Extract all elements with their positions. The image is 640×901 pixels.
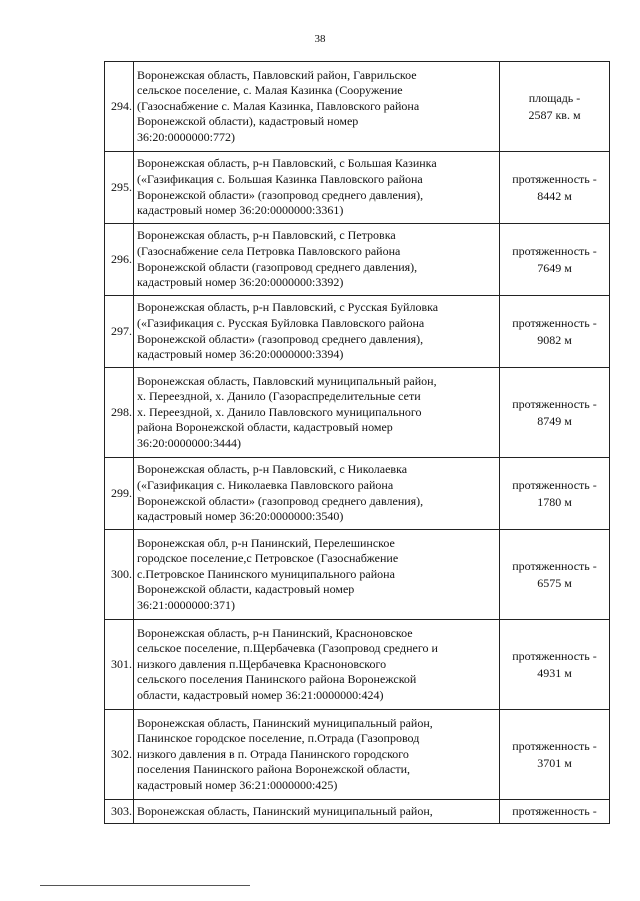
object-measure [500, 530, 610, 620]
table-row [105, 152, 610, 224]
object-description [134, 800, 500, 824]
description-line: сельского поселения Панинского района Воронежской [137, 672, 417, 687]
measure-line: площадь - [528, 90, 581, 105]
table-row [105, 710, 610, 800]
measure-line: 9082 м [537, 332, 572, 347]
description-line: 36:21:0000000:371) [137, 597, 235, 612]
page-number: 38 [314, 33, 326, 45]
object-description [134, 368, 500, 458]
measure-line: 8749 м [537, 413, 572, 428]
object-description [134, 530, 500, 620]
description-line: кадастровый номер 36:21:0000000:425) [137, 777, 338, 792]
description-line: низкого давления в п. Отрада Панинского городского [137, 746, 409, 761]
row-number: 299. [105, 458, 134, 530]
measure-line: 4931 м [537, 665, 572, 680]
table-row [105, 530, 610, 620]
object-measure [500, 368, 610, 458]
row-number: 297. [105, 296, 134, 368]
row-number: 298. [105, 368, 134, 458]
object-description [134, 620, 500, 710]
description-line: поселения Панинского района Воронежской области, [137, 762, 411, 777]
row-number: 301. [105, 620, 134, 710]
description-line: Панинское городское поселение, п.Отрада (Газопровод [137, 731, 420, 746]
description-line: («Газификация с. Большая Казинка Павловского района [137, 171, 423, 186]
object-description [134, 710, 500, 800]
measure-line: протяженность - [512, 243, 597, 258]
table-row [105, 368, 610, 458]
measure-line: 7649 м [537, 260, 572, 275]
table-row [105, 800, 610, 824]
measure-line: протяженность - [512, 648, 597, 663]
object-measure [500, 224, 610, 296]
measure-line: протяженность - [512, 396, 597, 411]
description-line: (Газоснабжение с. Малая Казинка, Павловского района [137, 98, 420, 113]
description-line: х. Переездной, х. Данило (Газораспределительные сети [137, 389, 421, 404]
table-row [105, 296, 610, 368]
object-description [134, 296, 500, 368]
table-row [105, 224, 610, 296]
description-line: района Воронежской области, кадастровый номер [137, 420, 393, 435]
row-number: 303. [105, 800, 134, 824]
measure-line: 1780 м [537, 494, 572, 509]
object-measure [500, 800, 610, 824]
description-line: 36:20:0000000:3444) [137, 435, 241, 450]
description-line: Воронежская область, р-н Павловский, с Русская Буйловка [137, 300, 439, 315]
table-row [105, 62, 610, 152]
description-line: сельское поселение, п.Щербачевка (Газопровод среднего и [137, 641, 438, 656]
description-line: Воронежская область, Павловский район, Гаврильское [137, 67, 417, 82]
description-line: городское поселение,с Петровское (Газоснабжение [137, 551, 399, 566]
description-line: кадастровый номер 36:20:0000000:3361) [137, 203, 344, 218]
description-line: кадастровый номер 36:20:0000000:3392) [137, 275, 344, 290]
object-measure [500, 620, 610, 710]
description-line: кадастровый номер 36:20:0000000:3394) [137, 347, 344, 362]
description-line: Воронежская обл, р-н Панинский, Перелешинское [137, 535, 395, 550]
object-description [134, 152, 500, 224]
description-line: Воронежская область, Панинский муниципальный район, [137, 803, 433, 818]
object-description [134, 458, 500, 530]
description-line: Воронежской области» (газопровод среднего давления), [137, 187, 424, 202]
object-measure [500, 152, 610, 224]
footer-rule [40, 885, 250, 886]
measure-line: протяженность - [512, 558, 597, 573]
description-line: 36:20:0000000:772) [137, 129, 235, 144]
description-line: Воронежской области, кадастровый номер [137, 582, 355, 597]
description-line: Воронежская область, р-н Павловский, с Николаевка [137, 462, 408, 477]
description-line: (Газоснабжение села Петровка Павловского района [137, 243, 401, 258]
description-line: с.Петровское Панинского муниципального района [137, 566, 395, 581]
measure-line: протяженность - [512, 477, 597, 492]
description-line: кадастровый номер 36:20:0000000:3540) [137, 509, 344, 524]
description-line: Воронежская область, Панинский муниципальный район, [137, 715, 433, 730]
description-line: Воронежской области), кадастровый номер [137, 114, 359, 129]
description-line: Воронежской области» (газопровод среднего давления), [137, 331, 424, 346]
description-line: Воронежской области» (газопровод среднего давления), [137, 493, 424, 508]
object-measure [500, 710, 610, 800]
measure-line: 8442 м [537, 188, 572, 203]
object-description [134, 224, 500, 296]
object-description [134, 62, 500, 152]
measure-line: 6575 м [537, 575, 572, 590]
description-line: Воронежская область, р-н Павловский, с Большая Казинка [137, 156, 437, 171]
table-row [105, 458, 610, 530]
description-line: х. Переездной, х. Данило Павловского муниципального [137, 404, 422, 419]
description-line: Воронежской области (газопровод среднего давления), [137, 259, 418, 274]
measure-line: протяженность - [512, 804, 597, 818]
measure-line: протяженность - [512, 171, 597, 186]
object-measure [500, 296, 610, 368]
measure-line: 3701 м [537, 755, 572, 770]
row-number: 302. [105, 710, 134, 800]
description-line: сельское поселение, с. Малая Казинка (Сооружение [137, 83, 403, 98]
description-line: области, кадастровый номер 36:21:0000000:424) [137, 687, 384, 702]
registry-table-body [105, 62, 610, 824]
row-number: 295. [105, 152, 134, 224]
table-row [105, 620, 610, 710]
row-number: 294. [105, 62, 134, 152]
description-line: («Газификация с. Русская Буйловка Павловского района [137, 315, 425, 330]
object-measure [500, 458, 610, 530]
object-measure [500, 62, 610, 152]
description-line: Воронежская область, р-н Павловский, с Петровка [137, 228, 396, 243]
property-registry-table [104, 61, 610, 824]
description-line: низкого давления п.Щербачевка Красноновского [137, 656, 387, 671]
row-number: 296. [105, 224, 134, 296]
measure-line: 2587 кв. м [528, 107, 581, 122]
measure-line: протяженность - [512, 315, 597, 330]
description-line: («Газификация с. Николаевка Павловского района [137, 477, 394, 492]
row-number: 300. [105, 530, 134, 620]
description-line: Воронежская область, р-н Панинский, Красноновское [137, 625, 413, 640]
measure-line: протяженность - [512, 738, 597, 753]
description-line: Воронежская область, Павловский муниципальный район, [137, 373, 437, 388]
